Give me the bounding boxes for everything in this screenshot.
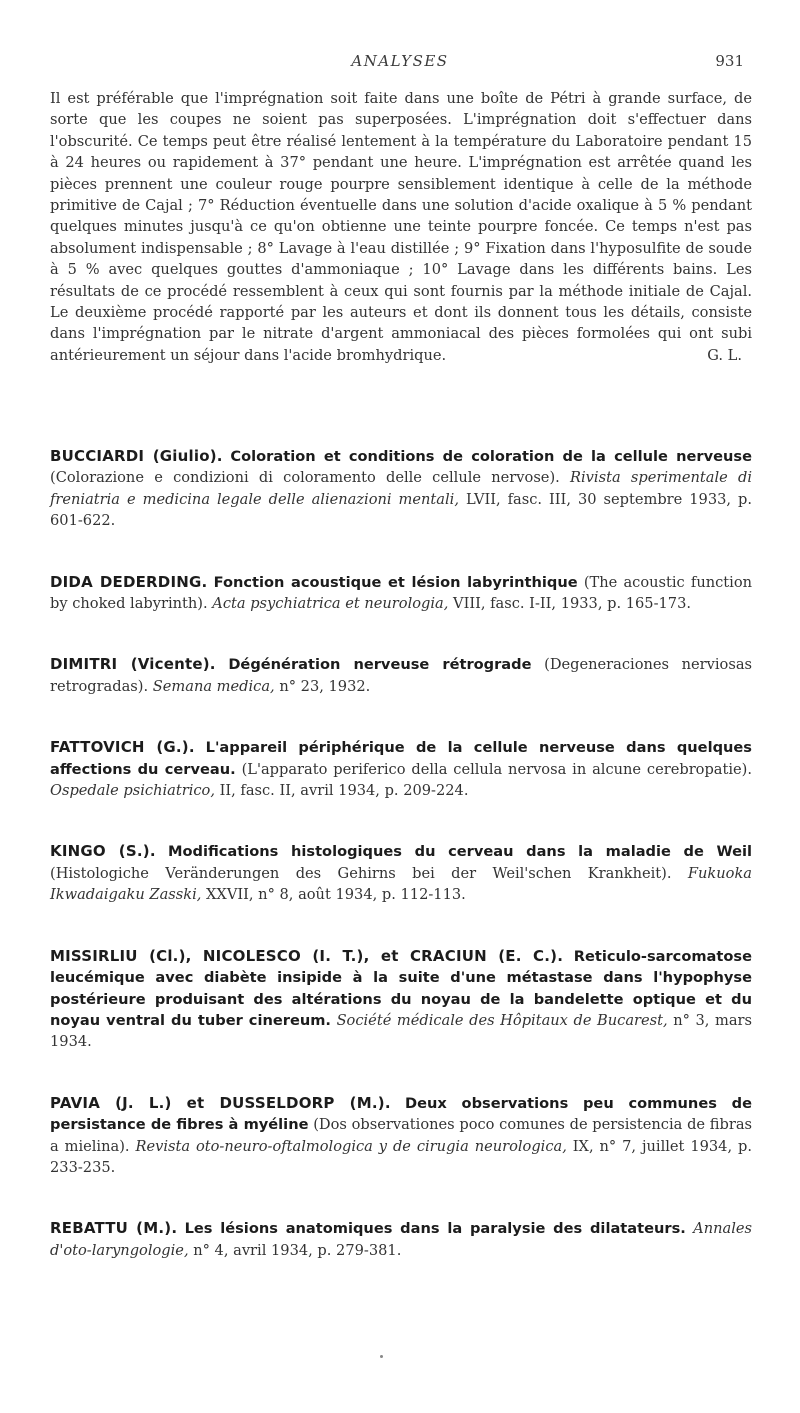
bibliography-list <box>50 446 752 1261</box>
entry-original-title: (Colorazione e condizioni di coloramento delle cellule nervose). <box>50 469 560 487</box>
signature: G. L. <box>707 346 742 364</box>
bibliography-entry <box>50 654 752 697</box>
entry-author: DIDA DEDERDING. <box>50 572 208 591</box>
page-header <box>0 52 800 74</box>
bibliography-entry <box>50 946 752 1053</box>
entry-title: Reticulo-sarcomatose leucémique avec diabète insipide à la suite d'une métastase dans l'hypophyse postérieure produisant des altérations du noyau de la bandelette optique et du noyau ventral du tuber cinereum. <box>50 947 752 1029</box>
entry-original-title: (Dos observationes poco comunes de persistencia de fibras a mielina). <box>50 1116 753 1155</box>
entry-original-title: (Degeneraciones nerviosas retrogradas). <box>50 656 753 695</box>
running-title: ANALYSES <box>351 52 449 70</box>
entry-author: MISSIRLIU (Cl.), NICOLESCO (I. T.), et CRACIUN (E. C.). <box>50 946 564 965</box>
entry-title: Les lésions anatomiques dans la paralysie des dilatateurs. <box>184 1220 686 1238</box>
entry-details: VIII, fasc. I-II, 1933, p. 165-173. <box>453 595 692 613</box>
bibliography-entry <box>50 841 752 905</box>
entry-journal: Acta psychiatrica et neurologia, <box>212 595 449 613</box>
entry-author: PAVIA (J. L.) et DUSSELDORP (M.). <box>50 1093 391 1112</box>
entry-author: REBATTU (M.). <box>50 1219 178 1238</box>
entry-details: II, fasc. II, avril 1934, p. 209-224. <box>219 782 469 800</box>
entry-details: IX, n° 7, juillet 1934, p. 233-235. <box>50 1137 753 1176</box>
entry-author: KINGO (S.). <box>50 842 156 861</box>
entry-details: LVII, fasc. III, 30 septembre 1933, p. 601-622. <box>50 490 753 530</box>
entry-author: BUCCIARDI (Giulio). <box>50 447 223 465</box>
entry-journal: Rivista sperimentale di freniatria e medicina legale delle alienazioni mentali, <box>50 469 752 508</box>
entry-journal: Société médicale des Hôpitaux de Bucarest, <box>336 1011 668 1029</box>
entry-title: Dégénération nerveuse rétrograde <box>228 656 532 674</box>
entry-original-title: (The acoustic function by choked labyrinth). <box>50 573 753 613</box>
entry-title: Coloration et conditions de coloration de la cellule nerveuse <box>230 448 752 465</box>
entry-journal: Fukuoka Ikwadaigaku Zasski, <box>50 864 753 904</box>
entry-author: FATTOVICH (G.). <box>50 738 195 757</box>
bibliography-entry <box>50 446 752 532</box>
entry-author: DIMITRI (Vicente). <box>50 655 216 674</box>
entry-title: Fonction acoustique et lésion labyrinthique <box>213 573 578 591</box>
intro-paragraph <box>50 88 752 366</box>
entry-journal: Semana medica, <box>152 677 275 695</box>
entry-details: n° 4, avril 1934, p. 279-381. <box>193 1241 402 1259</box>
bibliography-entry <box>50 1093 752 1179</box>
entry-title: Modifications histologiques du cerveau dans la maladie de Weil <box>167 843 753 861</box>
page-number: 931 <box>715 52 744 70</box>
entry-journal: Ospedale psichiatrico, <box>50 782 215 800</box>
entry-original-title: (Histologiche Veränderungen des Gehirns bei der Weil'schen Krankheit). <box>50 864 672 882</box>
entry-journal: Revista oto-neuro-oftalmologica y de cirugia neurologica, <box>135 1137 567 1155</box>
intro-text: Il est préférable que l'imprégnation soit faite dans une boîte de Pétri à grande surface, de sorte que les coupes ne soient pas superposées. L'imprégnation doit s'effectuer dans l'obscurité. Ce temps peut être réalisé lentement à la température du Laboratoire pendant 15 à 24 heures ou rapidement à 37° pendant une heure. L'imprégnation est arrêtée quand les pièces prennent une couleur rouge pourpre sensiblement identique à celle de la méthode primitive de Cajal ; 7° Réduction éventuelle dans une solution d'acide oxalique à 5 % pendant quelques minutes jusqu'à ce qu'on obtienne une teinte pourpre foncée. Ce temps n'est pas absolument indispensable ; 8° Lavage à l'eau distillée ; 9° Fixation dans l'hyposulfite de soude à 5 % avec quelques gouttes d'ammoniaque ; 10° Lavage dans les différents bains. Les résultats de ce procédé ressemblent à ceux qui sont fournis par la méthode initiale de Cajal. Le deuxième procédé rapporté par les auteurs et dont ils donnent tous les détails, consiste dans l'imprégnation par le nitrate d'argent ammoniacal des pièces formolées qui ont subi antérieurement un séjour dans l'acide bromhydrique. <box>50 90 752 364</box>
entry-details: n° 23, 1932. <box>279 677 371 695</box>
bibliography-entry <box>50 737 752 801</box>
entry-original-title: (L'apparato periferico della cellula nervosa in alcune cerebropatie). <box>241 760 753 778</box>
entry-title: Deux observations peu communes de persistance de fibres à myéline <box>50 1094 752 1134</box>
entry-details: XXVII, n° 8, août 1934, p. 112-113. <box>206 886 466 904</box>
entry-journal: Annales d'oto-laryngologie, <box>50 1220 752 1259</box>
print-speck <box>380 1355 383 1358</box>
entry-details: n° 3, mars 1934. <box>50 1011 752 1051</box>
bibliography-entry <box>50 572 752 615</box>
entry-title: L'appareil périphérique de la cellule nerveuse dans quelques affections du cerveau. <box>50 739 752 778</box>
bibliography-entry <box>50 1218 752 1261</box>
